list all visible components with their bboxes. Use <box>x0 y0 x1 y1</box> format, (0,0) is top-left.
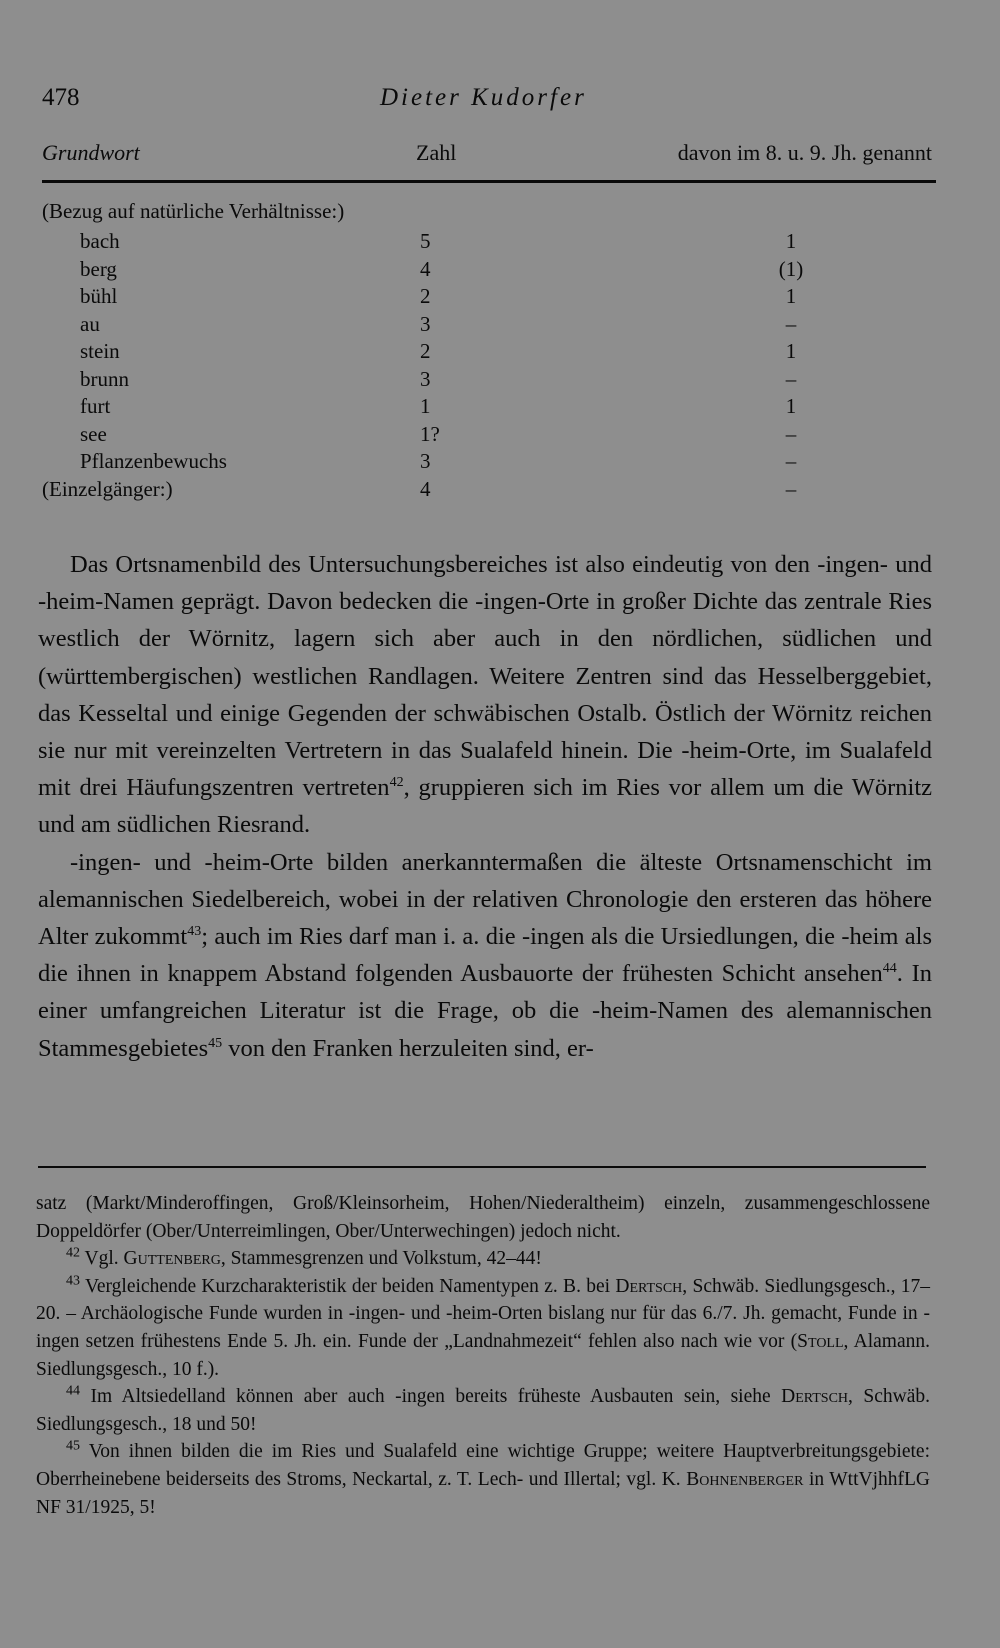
row-count: 1? <box>420 421 440 446</box>
paragraph <box>38 546 932 844</box>
table-row <box>42 366 932 394</box>
footnote-number: 44 <box>66 1383 80 1399</box>
text-run: Das Ortsnamenbild des Untersuchungsbereiches ist also eindeutig von den -ingen- und -heim-Namen geprägt. Davon bedecken die -ingen-Orte in großer Dichte das zentrale Ries westlich der Wörnitz, lagern sich aber auch in den nördlichen, südlichen und (württembergischen) westlichen Randlagen. Weitere Zentren sind das Hesselberggebiet, das Kesseltal und einige Gegenden der schwäbischen Ostalb. Östlich der Wörnitz reichen sie nur mit vereinzelten Vertretern in das Sualafeld hinein. Die -heim-Orte, im Sualafeld mit drei Häufungszentren vertreten <box>38 551 932 802</box>
table-row <box>42 283 932 311</box>
row-count: 1 <box>420 394 431 418</box>
table-header <box>42 140 932 174</box>
footnote-rule <box>38 1166 926 1168</box>
text-run: , Stammesgrenzen und Volkstum, 42–44! <box>220 1248 542 1270</box>
text-run: Vgl. <box>84 1248 124 1270</box>
table-row <box>42 228 932 256</box>
row-named: – <box>785 449 797 473</box>
row-name: furt <box>80 394 111 418</box>
place-name-table <box>42 194 932 503</box>
text-run: ; auch im Ries darf man i. a. die -ingen als die Ursiedlungen, die -heim als die ihnen in knappem Abstand folgenden Ausbauorte der frühesten Schicht ansehen <box>38 923 932 988</box>
footnote-ref-44[interactable]: 44 <box>882 961 897 977</box>
footnote-ref-43[interactable]: 43 <box>187 923 202 939</box>
footnote-42 <box>36 1245 930 1273</box>
table-row <box>42 256 932 284</box>
author-name: Stoll <box>797 1330 844 1352</box>
footnote-number: 43 <box>66 1273 80 1289</box>
footnote-continuation: satz (Markt/Minderoffingen, Groß/Kleinsorheim, Hohen/Niederaltheim) einzeln, zusammengeschlossene Doppeldörfer (Ober/Unterreimlingen, Ober/Unterwechingen) jedoch nicht. <box>36 1193 930 1242</box>
text-run: -ingen- und -heim-Orte bilden anerkanntermaßen die älteste Ortsnamenschicht im alemannischen Siedelbereich, wobei in der relativen Chronologie den ersteren das höhere Alter zukommt <box>38 848 932 951</box>
footnote-number: 45 <box>66 1438 80 1454</box>
table-row <box>42 476 932 504</box>
row-name: Pflanzenbewuchs <box>80 449 227 473</box>
table-row <box>42 311 932 339</box>
row-named: – <box>785 311 797 336</box>
row-count: 4 <box>420 256 431 281</box>
row-name: au <box>80 311 100 336</box>
table-rule <box>42 180 936 183</box>
text-run: von den Franken herzuleiten sind, er- <box>222 1034 594 1062</box>
footnote-number: 42 <box>66 1245 80 1261</box>
footnote-43 <box>36 1273 930 1383</box>
author-name: Guttenberg <box>123 1248 221 1270</box>
row-named: – <box>785 476 797 501</box>
running-author: Dieter Kudorfer <box>380 84 587 111</box>
footnote-ref-45[interactable]: 45 <box>208 1035 223 1051</box>
text-run: Im Altsiedelland können aber auch -ingen bereits früheste Ausbauten sein, siehe <box>90 1386 782 1408</box>
page-number: 478 <box>42 84 80 111</box>
row-count: 4 <box>420 476 431 501</box>
running-header <box>42 84 932 124</box>
text-run: , Schwäb. Siedlungsgesch., 17–20. – Archäologische Funde wurden in -ingen- und -heim-Orten bislang nur für das 6./7. Jh. gemacht, Funde in -ingen setzen frühestens Ende 5. Jh. ein. Funde der „Landnahmezeit“ fehlen also nach wie vor ( <box>36 1275 931 1352</box>
row-name: bach <box>80 229 120 253</box>
table-row <box>42 393 932 421</box>
text-run: , Schwäb. Siedlungsgesch., 18 und 50! <box>36 1386 930 1435</box>
author-name: Dertsch <box>781 1386 849 1408</box>
row-named: – <box>785 366 797 391</box>
row-count: 3 <box>420 311 431 336</box>
row-named: 1 <box>785 339 797 363</box>
body-text <box>38 546 932 1067</box>
row-named: 1 <box>785 229 797 253</box>
row-named: – <box>785 421 797 446</box>
text-run: . In einer umfangreichen Literatur ist die Frage, ob die -heim-Namen des alemannischen Stammesgebietes <box>38 960 932 1062</box>
row-count: 3 <box>420 366 431 391</box>
row-name: stein <box>80 339 120 363</box>
row-name: (Einzelgänger:) <box>42 476 173 501</box>
text-run: Von ihnen bilden die im Ries und Sualafeld eine wichtige Gruppe; weitere Hauptverbreitungsgebiete: Oberrheinebene beiderseits des Stroms, Neckartal, z. T. Lech- und Illertal; vgl. K. <box>36 1441 930 1490</box>
footnote-45 <box>36 1438 930 1521</box>
column-header-grundwort: Grundwort <box>42 140 140 165</box>
row-count: 5 <box>420 229 431 253</box>
row-named: 1 <box>785 284 797 308</box>
row-count: 2 <box>420 339 431 363</box>
table-row <box>42 421 932 449</box>
text-run: , Alamann. Siedlungsgesch., 10 f.). <box>36 1330 930 1380</box>
table-row <box>42 448 932 476</box>
row-name: see <box>80 421 107 446</box>
footnote-44 <box>36 1383 930 1438</box>
author-name: Bohnenberger <box>686 1468 804 1490</box>
column-header-genannt: davon im 8. u. 9. Jh. genannt <box>677 140 932 165</box>
row-named: 1 <box>785 394 797 418</box>
text-run: in WttVjhhfLG NF 31/1925, 5! <box>36 1468 931 1518</box>
table-row <box>42 338 932 366</box>
text-run: Vergleichende Kurzcharakteristik der beiden Namentypen z. B. bei <box>84 1275 616 1297</box>
footnotes <box>36 1190 930 1521</box>
table-group-label: (Bezug auf natürliche Verhältnisse:) <box>42 199 345 223</box>
column-header-zahl: Zahl <box>416 140 457 165</box>
row-name: bühl <box>80 284 118 308</box>
row-count: 2 <box>420 284 431 308</box>
author-name: Dertsch <box>615 1275 683 1297</box>
footnote-ref-42[interactable]: 42 <box>389 775 404 791</box>
row-name: berg <box>80 256 117 281</box>
text-run: , gruppieren sich im Ries vor allem um die Wörnitz und am südlichen Riesrand. <box>38 774 933 839</box>
row-name: brunn <box>80 366 129 391</box>
paragraph <box>38 844 932 1067</box>
row-named: (1) <box>778 256 804 281</box>
row-count: 3 <box>420 449 431 473</box>
